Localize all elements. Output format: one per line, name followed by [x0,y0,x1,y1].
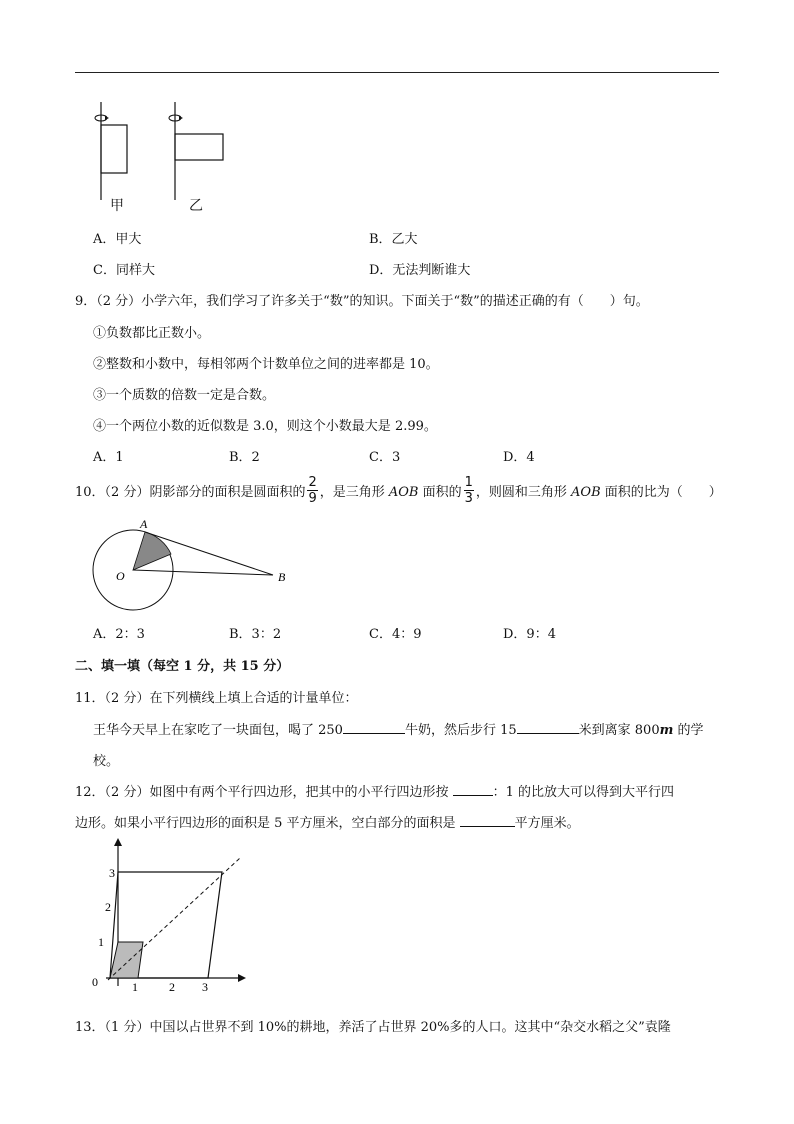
q11-line2: 校。 [93,754,120,769]
q8-option-b[interactable]: B．乙大 [369,232,418,247]
q8-option-d[interactable]: D．无法判断谁大 [369,263,471,278]
q13-line1: 13．（1 分）中国以占世界不到 10%的耕地，养活了占世界 20%多的人口。这其中“杂交水稻之父”袁隆 [75,1020,671,1035]
q9-statement-4: ④一个两位小数的近似数是 3.0，则这个小数最大是 2.99。 [93,419,437,434]
section-title: 二、填一填（每空 1 分，共 15 分） [75,659,290,674]
q12-text-d: 平方厘米。 [514,816,580,831]
q9-option-d[interactable]: D．4 [503,450,535,465]
label-a: A [140,517,148,531]
header-rule [75,72,719,73]
x-tick-1: 1 [132,980,138,994]
q10-option-d[interactable]: D．9：4 [503,627,556,642]
q10-option-b[interactable]: B．3：2 [229,627,282,642]
fraction-1-3-numerator: 1 [464,475,473,490]
q11-text-a: 王华今天早上在家吃了一块面包，喝了 250 [93,723,343,738]
small-parallelogram [110,942,143,978]
fraction-2-9-numerator: 2 [308,475,317,490]
y-tick-2: 2 [105,900,111,914]
q9-statement-2: ②整数和小数中，每相邻两个计数单位之间的进率都是 10。 [93,357,439,372]
q9-stem: 9．（2 分）小学六年，我们学习了许多关于“数”的知识。下面关于“数”的描述正确的有（ ）句。 [75,294,649,309]
q10-stem [75,475,722,507]
rect-yi [175,134,223,160]
q11-text-d: 的学 [673,723,704,738]
q11-unit-m: m [659,723,674,738]
q12-text-c: 边形。如果小平行四边形的面积是 5 平方厘米，空白部分的面积是 [75,816,460,831]
origin-label: 0 [92,975,98,989]
label-yi: 乙 [189,198,203,214]
q11-stem: 11．（2 分）在下列横线上填上合适的计量单位： [75,691,358,706]
q12-line1 [75,781,674,800]
q10-stem-part4: ，则圆和三角形 [475,485,572,500]
q9-option-c[interactable]: C．3 [369,450,401,465]
q12-text-a: 12．（2 分）如图中有两个平行四边形，把其中的小平行四边形按 [75,785,453,800]
x-tick-3: 3 [202,980,208,994]
q9-statement-1: ①负数都比正数小。 [93,326,211,341]
parallelogram-figure [88,836,258,996]
label-jia: 甲 [110,198,124,214]
q10-stem-part1: 10．（2 分）阴影部分的面积是圆面积的 [75,485,306,500]
q12-blank-1[interactable] [453,783,493,796]
q8-option-a[interactable]: A．甲大 [93,232,142,247]
q8-option-c[interactable]: C．同样大 [93,263,155,278]
x-tick-2: 2 [169,980,175,994]
segment-ob [133,570,273,575]
q10-option-c[interactable]: C．4：9 [369,627,422,642]
circle-triangle-figure [88,512,298,612]
q11-text-b: 牛奶，然后步行 15 [404,723,517,738]
shaded-sector [133,532,171,570]
q10-stem-part5: 面积的比为（ ） [600,485,722,500]
x-axis-arrow [238,974,246,982]
q9-statement-3: ③一个质数的倍数一定是合数。 [93,388,276,403]
q10-aob-1: AOB [388,485,419,500]
q11-blank-2[interactable] [517,721,579,734]
q11-blank-1[interactable] [343,721,405,734]
q10-stem-part3: 面积的 [418,485,462,500]
label-o: O [116,569,125,583]
fraction-2-9 [307,476,317,505]
q11-line1 [93,719,704,738]
q11-text-c: 米到离家 800 [578,723,660,738]
q9-option-b[interactable]: B．2 [229,450,260,465]
fraction-1-3-denominator: 3 [464,491,473,506]
q9-option-a[interactable]: A．1 [93,450,124,465]
q10-aob-2: AOB [571,485,601,500]
label-b: B [278,570,286,584]
fraction-1-3 [464,476,474,505]
y-tick-3: 3 [109,866,115,880]
q10-option-a[interactable]: A．2：3 [93,627,145,642]
q12-line2 [75,812,580,831]
fraction-2-9-denominator: 9 [308,491,317,506]
q12-text-b: ：1 的比放大可以得到大平行四 [492,785,674,800]
rect-jia [101,125,127,173]
y-tick-1: 1 [98,935,104,949]
q12-blank-2[interactable] [460,814,515,827]
y-axis-arrow [114,838,122,846]
q10-stem-part2: ，是三角形 [319,485,389,500]
